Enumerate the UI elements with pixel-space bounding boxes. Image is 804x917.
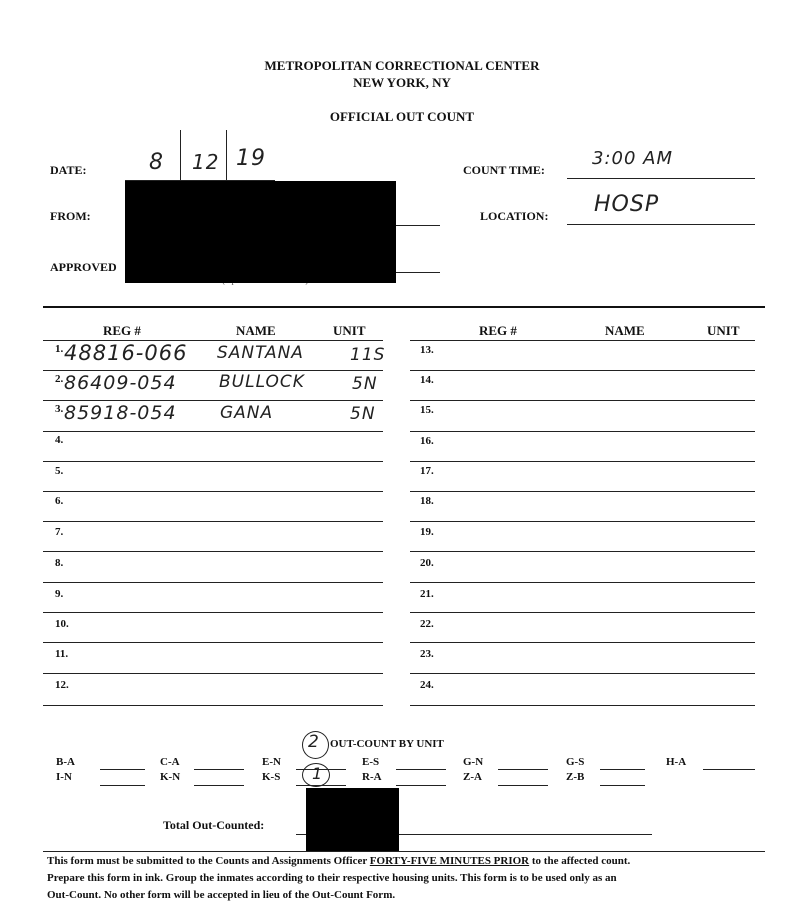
unit-code: K-S xyxy=(262,771,281,783)
location-underline xyxy=(567,224,755,225)
reg-number: 48816-066 xyxy=(64,341,188,365)
col-header-name-left: NAME xyxy=(236,323,276,338)
row-line xyxy=(43,461,383,462)
date-divider-2 xyxy=(226,130,227,182)
row-line xyxy=(410,551,755,552)
row-number: 15. xyxy=(420,404,434,416)
row-line xyxy=(43,491,383,492)
col-header-reg-left: REG # xyxy=(103,323,141,338)
footer-instructions xyxy=(47,853,787,904)
unit-blank xyxy=(498,769,548,770)
unit-blank xyxy=(600,785,645,786)
row-line xyxy=(43,370,383,371)
unit-code: E-N xyxy=(262,756,281,768)
unit-blank xyxy=(600,769,645,770)
section-divider xyxy=(43,306,765,308)
unit-value: 5N xyxy=(350,404,376,424)
row-line xyxy=(410,705,755,706)
row-line xyxy=(410,340,755,341)
row-line xyxy=(410,461,755,462)
location-label: LOCATION: xyxy=(480,209,549,223)
col-header-unit-right: UNIT xyxy=(707,323,740,338)
ks-count-value: 1 xyxy=(312,764,324,783)
row-number: 1. xyxy=(55,343,64,355)
unit-code: I-N xyxy=(56,771,72,783)
row-line xyxy=(43,400,383,401)
institution-name: METROPOLITAN CORRECTIONAL CENTER xyxy=(264,58,540,73)
inmate-name: SANTANA xyxy=(217,343,304,363)
form-title: OFFICIAL OUT COUNT xyxy=(329,109,475,124)
row-number: 2. xyxy=(55,373,64,385)
row-line xyxy=(43,705,383,706)
row-number: 9. xyxy=(55,588,64,600)
unit-blank xyxy=(100,769,145,770)
row-number: 23. xyxy=(420,648,434,660)
count-time-underline xyxy=(567,178,755,179)
redaction-block-bottom xyxy=(306,788,399,852)
row-number: 3. xyxy=(55,403,64,415)
en-count-value: 2 xyxy=(308,732,320,752)
reg-number: 86409-054 xyxy=(64,372,177,394)
row-line xyxy=(410,431,755,432)
row-line xyxy=(43,521,383,522)
row-number: 11. xyxy=(55,648,69,660)
unit-code: Z-A xyxy=(463,771,482,783)
col-header-unit-left: UNIT xyxy=(333,323,366,338)
unit-code: E-S xyxy=(362,756,380,768)
unit-code: K-N xyxy=(160,771,181,783)
institution-location: NEW YORK, NY xyxy=(353,75,451,90)
row-line xyxy=(410,370,755,371)
footer-line-2: Prepare this form in ink. Group the inmates according to their respective housing units. This form is to be used only as an xyxy=(47,872,617,884)
row-number: 18. xyxy=(420,495,434,507)
date-year-value: 19 xyxy=(236,146,266,171)
date-label: DATE: xyxy=(50,163,87,177)
row-number: 4. xyxy=(55,434,64,446)
row-number: 7. xyxy=(55,526,64,538)
unit-blank xyxy=(396,769,446,770)
row-number: 19. xyxy=(420,526,434,538)
unit-blank xyxy=(194,769,244,770)
row-number: 21. xyxy=(420,588,434,600)
date-month-value: 8 xyxy=(149,150,164,175)
count-time-label: COUNT TIME: xyxy=(463,163,545,177)
unit-code: R-A xyxy=(362,771,382,783)
footer-text-part2: to the affected count. xyxy=(529,855,631,867)
row-line xyxy=(410,521,755,522)
unit-code: B-A xyxy=(56,756,75,768)
row-line xyxy=(410,642,755,643)
row-number: 10. xyxy=(55,618,69,630)
unit-code: G-N xyxy=(463,756,484,768)
row-number: 5. xyxy=(55,465,64,477)
row-line xyxy=(43,551,383,552)
row-line xyxy=(43,582,383,583)
unit-code: H-A xyxy=(666,756,687,768)
col-header-name-right: NAME xyxy=(605,323,645,338)
row-number: 17. xyxy=(420,465,434,477)
date-divider-1 xyxy=(180,130,181,182)
row-line xyxy=(43,612,383,613)
row-number: 6. xyxy=(55,495,64,507)
date-day-value: 12 xyxy=(192,150,220,174)
location-value: HOSP xyxy=(594,192,660,217)
from-label: FROM: xyxy=(50,209,91,223)
footer-line-1 xyxy=(47,853,787,870)
row-number: 14. xyxy=(420,374,434,386)
inmate-name: GANA xyxy=(220,403,274,423)
row-number: 8. xyxy=(55,557,64,569)
approved-label: APPROVED xyxy=(50,260,117,274)
row-line xyxy=(410,491,755,492)
row-line xyxy=(410,400,755,401)
redaction-block-top xyxy=(125,181,396,283)
total-out-counted-label: Total Out-Counted: xyxy=(163,818,265,832)
row-number: 24. xyxy=(420,679,434,691)
row-line xyxy=(43,673,383,674)
footer-text-part1: This form must be submitted to the Counts and Assignments Officer xyxy=(47,855,370,867)
row-line xyxy=(43,431,383,432)
row-line xyxy=(410,612,755,613)
row-number: 12. xyxy=(55,679,69,691)
row-number: 22. xyxy=(420,618,434,630)
footer-emphasis: FORTY-FIVE MINUTES PRIOR xyxy=(369,855,530,867)
row-number: 16. xyxy=(420,435,434,447)
col-header-reg-right: REG # xyxy=(479,323,517,338)
row-line xyxy=(43,642,383,643)
unit-blank xyxy=(100,785,145,786)
count-time-value: 3:00 AM xyxy=(592,148,673,169)
unit-blank xyxy=(498,785,548,786)
inmate-name: BULLOCK xyxy=(219,372,305,392)
row-line xyxy=(410,582,755,583)
row-line xyxy=(410,673,755,674)
unit-code: Z-B xyxy=(566,771,585,783)
unit-blank xyxy=(396,785,446,786)
unit-code: C-A xyxy=(160,756,180,768)
unit-value: 5N xyxy=(352,374,378,394)
unit-blank xyxy=(194,785,244,786)
out-count-title: OUT-COUNT BY UNIT xyxy=(330,738,444,750)
row-number: 13. xyxy=(420,344,434,356)
unit-value: 11S xyxy=(350,345,386,365)
unit-blank xyxy=(703,769,755,770)
reg-number: 85918-054 xyxy=(64,402,177,424)
row-number: 20. xyxy=(420,557,434,569)
footer-line-3: Out-Count. No other form will be accepted in lieu of the Out-Count Form. xyxy=(47,889,396,901)
footer-divider xyxy=(43,851,765,852)
unit-code: G-S xyxy=(566,756,585,768)
